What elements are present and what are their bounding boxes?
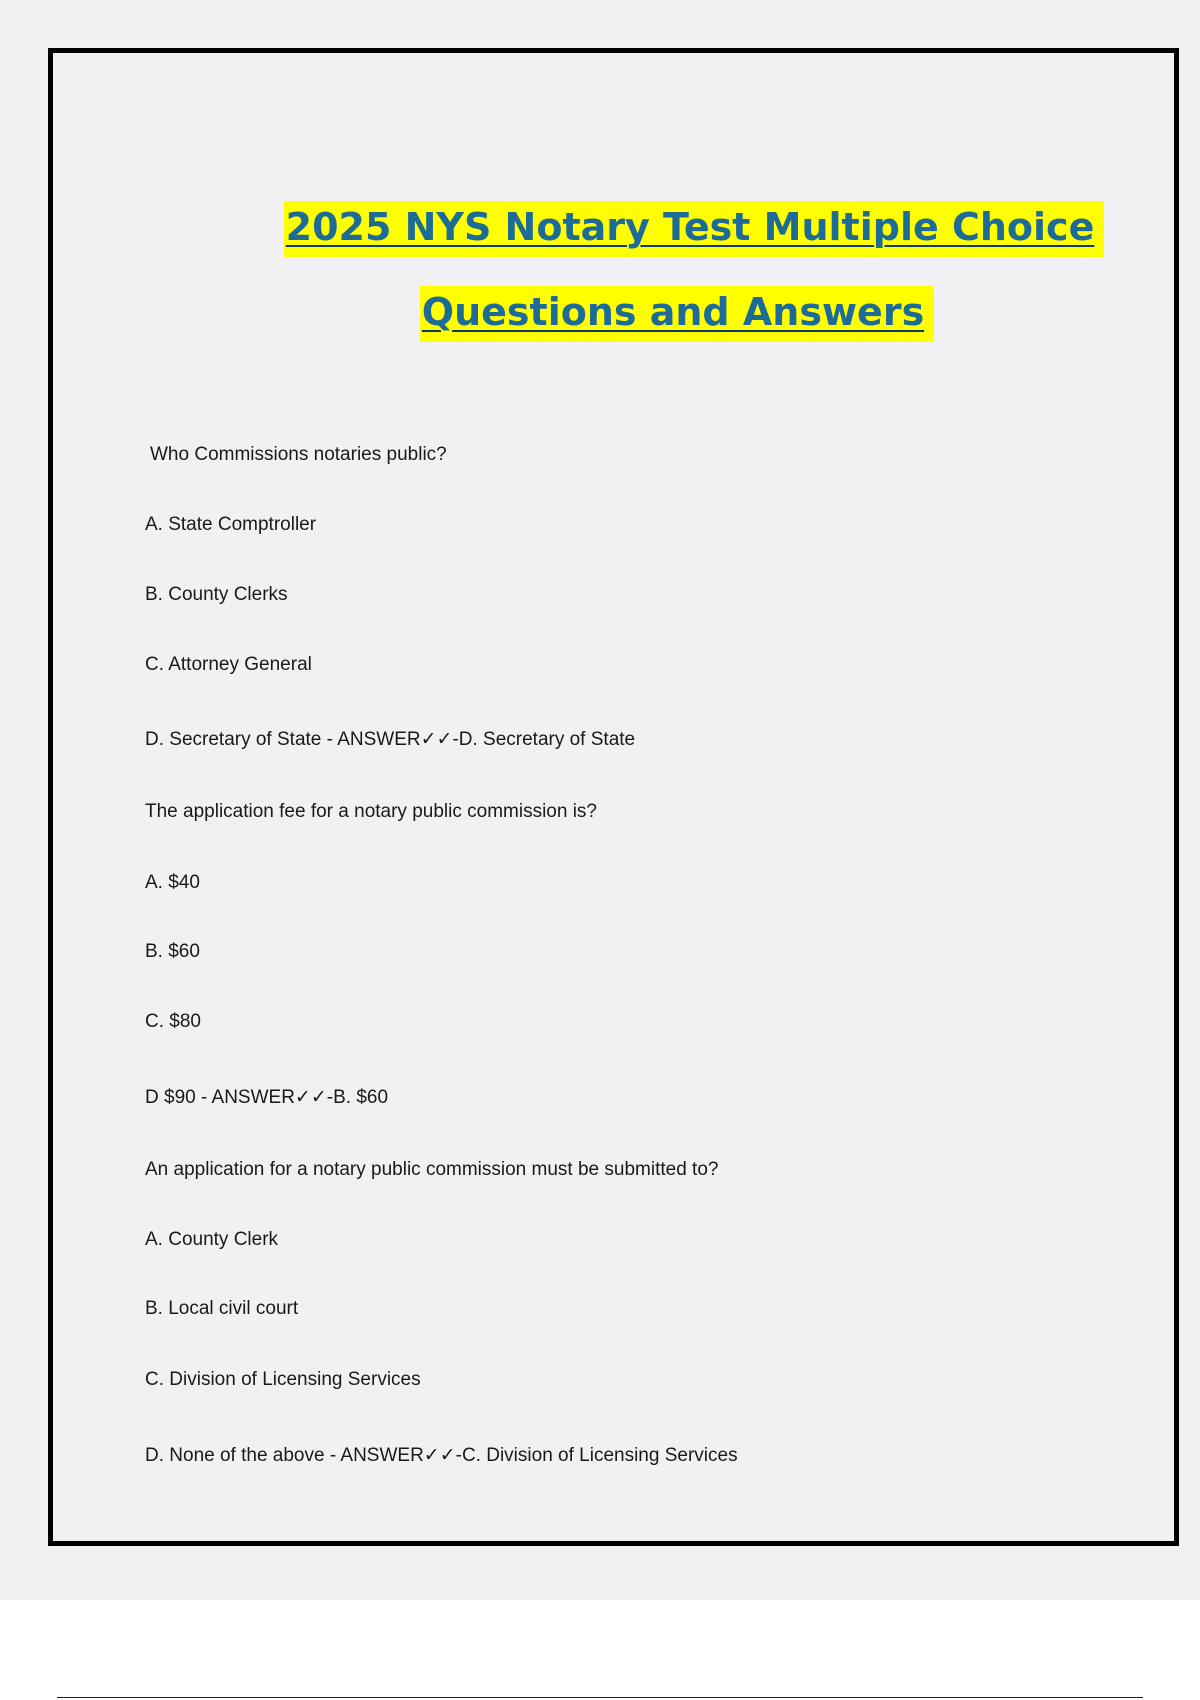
question-1-option-b: B. County Clerks xyxy=(145,584,288,605)
question-1-option-c: C. Attorney General xyxy=(145,654,312,675)
question-3-option-d-answer: D. None of the above - ANSWER✓✓-C. Division of Licensing Services xyxy=(145,1445,738,1466)
question-2-option-b: B. $60 xyxy=(145,941,200,962)
question-3: An application for a notary public commission must be submitted to? xyxy=(145,1159,719,1180)
document-title-line-2 xyxy=(77,290,1200,334)
question-1-option-d-answer: D. Secretary of State - ANSWER✓✓-D. Secretary of State xyxy=(145,729,636,750)
question-3-option-a: A. County Clerk xyxy=(145,1229,279,1250)
question-3-option-c: C. Division of Licensing Services xyxy=(145,1369,421,1390)
question-2-option-a: A. $40 xyxy=(145,872,200,893)
question-1-option-a: A. State Comptroller xyxy=(145,514,317,535)
question-1: Who Commissions notaries public? xyxy=(150,444,447,465)
question-3-option-b: B. Local civil court xyxy=(145,1298,299,1319)
question-2: The application fee for a notary public commission is? xyxy=(145,801,598,822)
question-2-option-c: C. $80 xyxy=(145,1011,201,1032)
document-frame xyxy=(48,48,1179,1546)
footer-divider xyxy=(57,1697,1143,1698)
title-highlight-2: Questions and Answers xyxy=(420,286,934,342)
question-2-option-d-answer: D $90 - ANSWER✓✓-B. $60 xyxy=(145,1087,389,1108)
title-highlight-1: 2025 NYS Notary Test Multiple Choice xyxy=(284,201,1105,257)
document-title-line-1 xyxy=(94,205,1200,249)
